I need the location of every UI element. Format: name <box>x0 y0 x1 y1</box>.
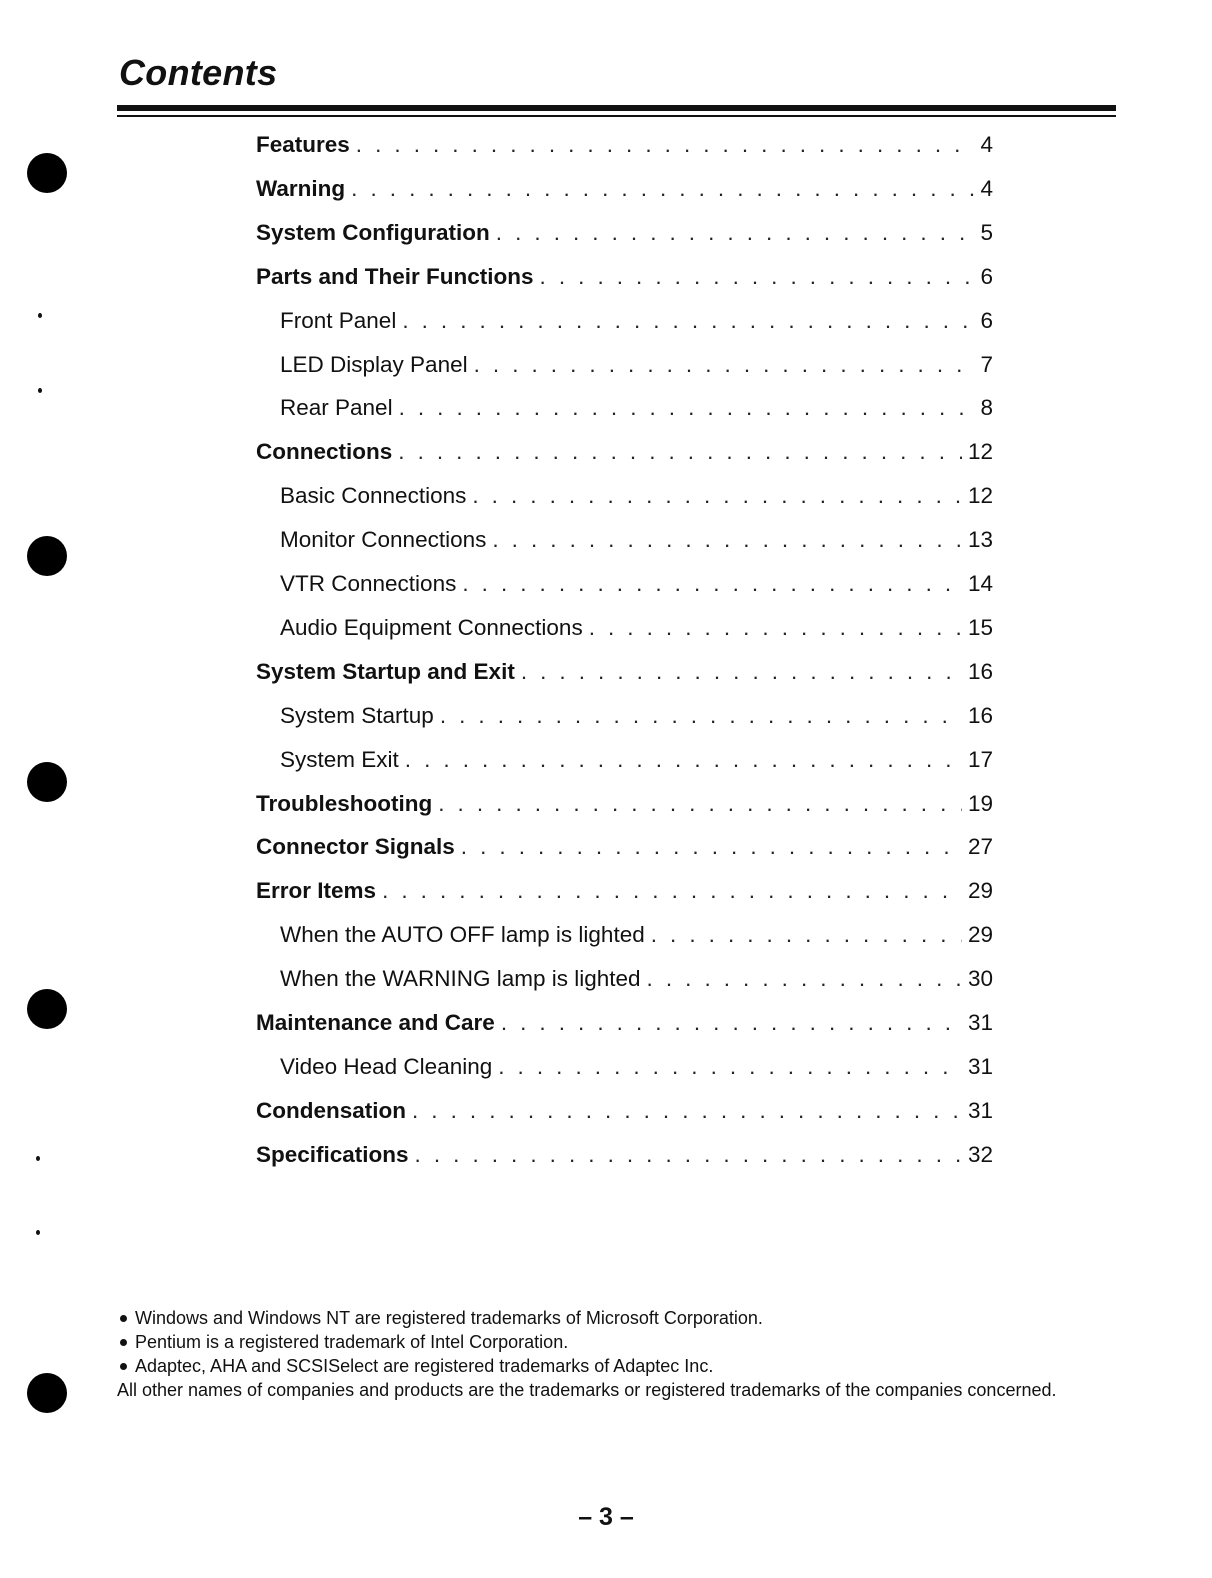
dot-leader <box>461 834 962 860</box>
toc-entry <box>256 738 993 782</box>
toc-entry-label: Warning <box>256 175 346 201</box>
toc-entry <box>256 299 993 343</box>
trademark-text: Pentium is a registered trademark of Intel Corporation. <box>135 1332 569 1352</box>
toc-entry-page: 15 <box>967 614 993 640</box>
dot-leader <box>492 527 962 553</box>
dot-leader <box>399 395 975 421</box>
toc-entry <box>256 343 993 387</box>
toc-entry-page: 13 <box>967 527 993 553</box>
toc-entry <box>256 474 993 518</box>
dot-leader <box>405 747 962 773</box>
dot-leader <box>496 220 975 246</box>
dot-leader <box>540 264 975 290</box>
dot-leader <box>356 132 975 158</box>
dot-leader <box>474 352 975 378</box>
title-rule-thick <box>117 105 1116 111</box>
toc-entry-label: Connections <box>256 439 393 465</box>
toc-entry-label: Condensation <box>256 1097 406 1123</box>
toc-entry-label: LED Display Panel <box>280 351 468 377</box>
toc-entry-label: Audio Equipment Connections <box>280 614 583 640</box>
dot-leader <box>651 922 962 948</box>
dot-leader <box>501 1010 962 1036</box>
toc-entry-label: Maintenance and Care <box>256 1010 495 1035</box>
scan-speck <box>36 1156 40 1161</box>
dot-leader <box>521 659 962 685</box>
bullet-icon <box>120 1315 127 1322</box>
toc-entry <box>256 255 993 299</box>
toc-entry-label: VTR Connections <box>280 571 457 596</box>
toc-entry <box>256 694 993 738</box>
dot-leader <box>462 571 962 597</box>
binder-hole <box>27 153 67 193</box>
toc-entry <box>256 1001 993 1045</box>
toc-entry <box>256 825 993 869</box>
bullet-icon <box>120 1339 127 1346</box>
toc-entry-page: 31 <box>967 1053 993 1079</box>
toc-entry <box>256 869 993 913</box>
toc-entry-label: Basic Connections <box>280 483 467 509</box>
toc-entry-page: 29 <box>967 878 993 904</box>
scan-speck <box>38 388 42 393</box>
trademark-note: All other names of companies and products are the trademarks or registered trademarks of the companies concerned. <box>117 1380 1057 1400</box>
toc-entry-page: 27 <box>967 834 993 860</box>
trademark-item <box>117 1306 1111 1330</box>
dot-leader <box>440 703 962 729</box>
toc-entry <box>256 957 993 1001</box>
page-title: Contents <box>119 52 278 93</box>
toc-entry <box>256 518 993 562</box>
toc-entry-label: When the AUTO OFF lamp is lighted <box>280 922 645 948</box>
toc-entry-label: Front Panel <box>280 307 397 333</box>
dot-leader <box>498 1054 962 1080</box>
toc-entry-label: System Exit <box>280 746 399 772</box>
dot-leader <box>647 966 962 992</box>
binder-hole <box>27 762 67 802</box>
toc-entry-page: 7 <box>980 351 993 377</box>
toc-entry-label: Monitor Connections <box>280 527 487 553</box>
scan-speck <box>36 1230 40 1235</box>
dot-leader <box>438 791 962 817</box>
dot-leader <box>472 483 962 509</box>
toc-entry-label: Video Head Cleaning <box>280 1053 493 1079</box>
toc-entry <box>256 650 993 694</box>
toc-entry-page: 5 <box>980 219 993 245</box>
toc-entry <box>256 562 993 606</box>
toc-entry-page: 16 <box>967 658 993 684</box>
scan-speck <box>38 313 42 318</box>
toc-entry <box>256 1133 993 1177</box>
toc-entry-label: When the WARNING lamp is lighted <box>280 966 641 992</box>
trademark-text: Adaptec, AHA and SCSISelect are registered trademarks of Adaptec Inc. <box>135 1356 714 1376</box>
toc-entry-label: Troubleshooting <box>256 790 433 816</box>
toc-entry-label: Error Items <box>256 878 377 904</box>
toc-entry-page: 6 <box>980 263 993 289</box>
toc-entry-label: Specifications <box>256 1141 409 1167</box>
toc-entry-label: System Startup and Exit <box>256 658 515 684</box>
binder-hole <box>27 989 67 1029</box>
toc-entry-page: 4 <box>980 175 993 201</box>
dot-leader <box>412 1098 962 1124</box>
toc-entry <box>256 123 993 167</box>
toc-entry <box>256 782 993 826</box>
page-number: – 3 – <box>578 1503 634 1531</box>
toc-entry-page: 31 <box>967 1097 993 1123</box>
dot-leader <box>589 615 962 641</box>
dot-leader <box>398 439 962 465</box>
toc-entry-page: 12 <box>967 483 993 509</box>
toc-entry-page: 31 <box>967 1010 993 1035</box>
dot-leader <box>415 1142 962 1168</box>
toc-entry <box>256 430 993 474</box>
toc-entry-page: 30 <box>967 966 993 992</box>
toc-entry-label: Rear Panel <box>280 395 393 421</box>
toc-entry <box>256 913 993 957</box>
binder-hole <box>27 536 67 576</box>
bullet-icon <box>120 1363 127 1370</box>
toc-entry-label: Features <box>256 132 350 157</box>
toc-entry-page: 12 <box>967 439 993 465</box>
toc-entry-page: 6 <box>980 307 993 333</box>
toc-entry <box>256 167 993 211</box>
trademark-item <box>117 1354 1111 1378</box>
toc-entry-label: Connector Signals <box>256 834 455 860</box>
toc-entry-page: 32 <box>967 1141 993 1167</box>
toc-entry-page: 8 <box>980 395 993 421</box>
toc-entry <box>256 1089 993 1133</box>
dot-leader <box>351 176 974 202</box>
toc-entry-page: 17 <box>967 746 993 772</box>
title-rule-thin <box>117 115 1116 117</box>
toc-entry-page: 14 <box>967 571 993 596</box>
toc-entry <box>256 606 993 650</box>
toc-entry <box>256 1045 993 1089</box>
toc-entry-page: 29 <box>967 922 993 948</box>
toc-entry-page: 16 <box>967 702 993 728</box>
toc-entry-label: Parts and Their Functions <box>256 263 534 289</box>
trademark-text: Windows and Windows NT are registered trademarks of Microsoft Corporation. <box>135 1308 763 1328</box>
toc-entry-label: System Startup <box>280 702 434 728</box>
trademark-notes <box>117 1306 1111 1402</box>
binder-hole <box>27 1373 67 1413</box>
trademark-item <box>117 1330 1111 1354</box>
toc-entry-page: 4 <box>980 132 993 157</box>
toc-entry-label: System Configuration <box>256 219 490 245</box>
toc-entry <box>256 386 993 430</box>
dot-leader <box>402 308 974 334</box>
toc-entry <box>256 211 993 255</box>
toc-entry-page: 19 <box>967 790 993 816</box>
dot-leader <box>382 878 962 904</box>
